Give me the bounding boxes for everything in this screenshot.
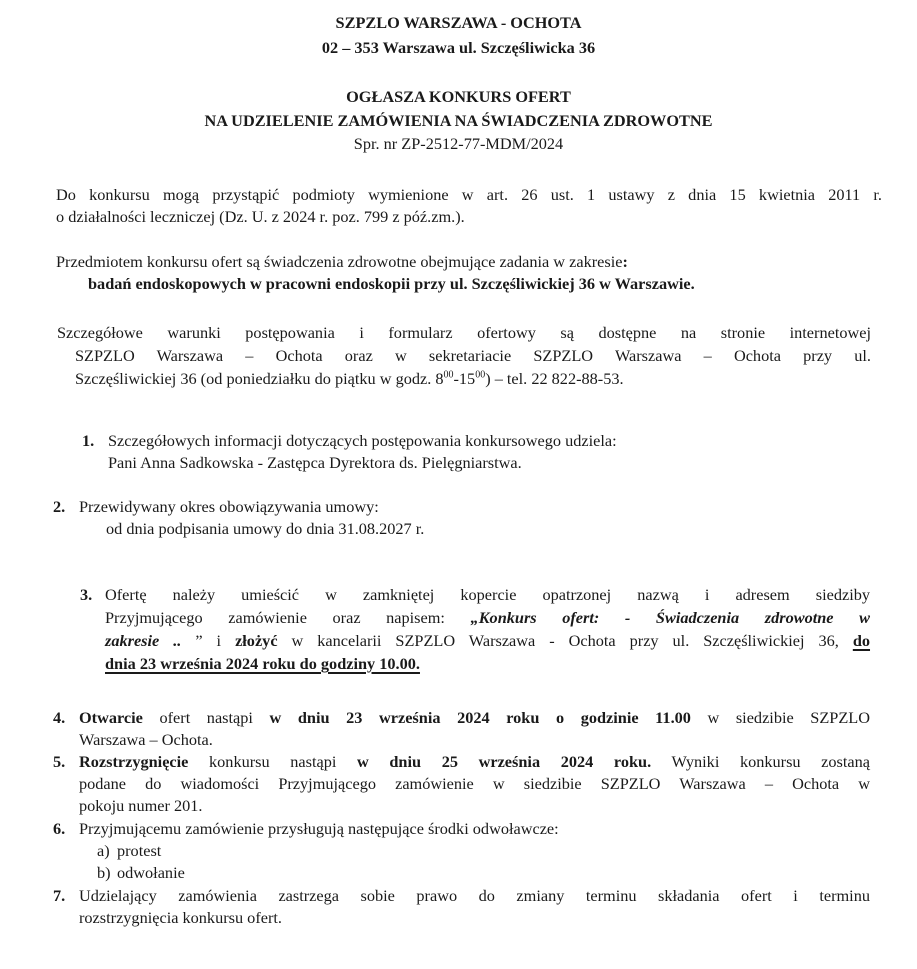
- envelope-label-text: „Konkurs ofert: - Świadczenia zdrowotne w: [470, 608, 870, 627]
- item-3-line1: Ofertę należy umieścić w zamkniętej kopercie opatrzonej nazwą i adresem siedziby: [105, 585, 870, 604]
- item-3-line2-row: [105, 607, 870, 628]
- item-3-line1-row: [80, 584, 870, 605]
- item-2-line1: Przewidywany okres obowiązywania umowy:: [79, 497, 379, 516]
- resolution-date: w dniu 25 września 2024 roku.: [357, 752, 652, 771]
- item-2: [53, 496, 379, 517]
- item-5-line2: podane do wiadomości Przyjmującego zamówienie w siedzibie SZPZLO Warszawa – Ochota w: [79, 774, 870, 793]
- item-1-line1: Szczegółowych informacji dotyczących postępowania konkursowego udziela:: [108, 431, 617, 450]
- item-3-line3-row: [105, 630, 870, 651]
- item-4-text: ofert nastąpi: [142, 708, 270, 727]
- hours-end-text: -15: [453, 369, 476, 388]
- item-3-line2-text: Przyjmującego zamówienie oraz napisem:: [105, 608, 471, 627]
- item-1-number: 1.: [82, 431, 95, 450]
- case-number: Spr. nr ZP-2512-77-MDM/2024: [353, 134, 564, 153]
- item-6-option-b: [97, 862, 185, 883]
- envelope-label-continuation: zakresie ..: [105, 631, 196, 650]
- organization-address: 02 – 353 Warszawa ul. Szczęśliwicka 36: [321, 38, 596, 57]
- item-6: [53, 818, 559, 839]
- item-4: [53, 707, 870, 728]
- eligibility-line1: Do konkursu mogą przystąpić podmioty wymienione w art. 26 ust. 1 ustawy z dnia 15 kwietnia 2011 r.: [56, 185, 882, 204]
- item-6-number: 6.: [53, 819, 66, 838]
- subject-intro-text: Przedmiotem konkursu ofert są świadczenia zdrowotne obejmujące zadania w zakresie: [56, 252, 623, 271]
- opening-label: Otwarcie: [79, 708, 143, 727]
- option-b-label: b): [97, 863, 111, 882]
- item-7-number: 7.: [53, 886, 66, 905]
- organization-name: SZPZLO WARSZAWA - OCHOTA: [335, 13, 582, 32]
- details-line1: Szczegółowe warunki postępowania i formularz ofertowy są dostępne na stronie internetowej: [57, 323, 871, 342]
- details-line3: [75, 368, 624, 389]
- option-b-text: odwołanie: [117, 863, 185, 882]
- item-5-line3: pokoju numer 201.: [79, 796, 203, 815]
- deadline-prefix: do: [852, 631, 871, 650]
- item-7-line2: rozstrzygnięcia konkursu ofert.: [79, 908, 282, 927]
- item-4-number: 4.: [53, 708, 66, 727]
- submission-deadline: dnia 23 września 2024 roku do godziny 10.00.: [105, 654, 420, 673]
- hours-start-superscript: 00: [443, 369, 454, 381]
- subject-colon: :: [622, 252, 628, 271]
- submission-place: w kancelarii SZPZLO Warszawa - Ochota przy ul. Szczęśliwickiej 36,: [277, 631, 853, 650]
- item-1-line2: Pani Anna Sadkowska - Zastępca Dyrektora ds. Pielęgniarstwa.: [108, 453, 522, 472]
- details-hours-text: Szczęśliwickiej 36 (od poniedziałku do piątku w godz. 8: [75, 369, 444, 388]
- results-text: Wyniki konkursu zostaną: [651, 752, 871, 771]
- subject-scope: badań endoskopowych w pracowni endoskopii przy ul. Szczęśliwickiej 36 w Warszawie.: [88, 274, 695, 293]
- option-a-label: a): [97, 841, 110, 860]
- item-3-number: 3.: [80, 585, 93, 604]
- item-6-line1: Przyjmującemu zamówienie przysługują następujące środki odwoławcze:: [79, 819, 559, 838]
- opening-place: w siedzibie SZPZLO: [690, 708, 871, 727]
- option-a-text: protest: [117, 841, 162, 860]
- item-2-line2: od dnia podpisania umowy do dnia 31.08.2027 r.: [106, 519, 425, 538]
- item-7-line1: Udzielający zamówienia zastrzega sobie prawo do zmiany terminu składania ofert i terminu: [79, 886, 870, 905]
- item-7: [53, 885, 870, 906]
- hours-end-superscript: 00: [475, 369, 486, 381]
- phone-text: ) – tel. 22 822-88-53.: [485, 369, 624, 388]
- item-2-number: 2.: [53, 497, 66, 516]
- announcement-title-line1: OGŁASZA KONKURS OFERT: [346, 87, 571, 106]
- closing-quote-text: ” i: [195, 631, 236, 650]
- item-4-line2: Warszawa – Ochota.: [79, 730, 213, 749]
- item-1: [82, 430, 617, 451]
- item-6-option-a: [97, 840, 161, 861]
- eligibility-line2: o działalności leczniczej (Dz. U. z 2024 r. poz. 799 z póź.zm.).: [56, 207, 465, 226]
- opening-datetime: w dniu 23 września 2024 roku o godzinie 11.00: [269, 708, 691, 727]
- item-5-number: 5.: [53, 752, 66, 771]
- subject-intro: [56, 251, 628, 272]
- announcement-title-line2: NA UDZIELENIE ZAMÓWIENIA NA ŚWIADCZENIA ZDROWOTNE: [204, 111, 713, 130]
- item-5: [53, 751, 870, 772]
- resolution-label: Rozstrzygnięcie: [79, 752, 189, 771]
- submit-verb: złożyć: [235, 631, 278, 650]
- details-line2: SZPZLO Warszawa – Ochota oraz w sekretariacie SZPZLO Warszawa – Ochota przy ul.: [75, 346, 871, 365]
- item-5-text: konkursu nastąpi: [188, 752, 357, 771]
